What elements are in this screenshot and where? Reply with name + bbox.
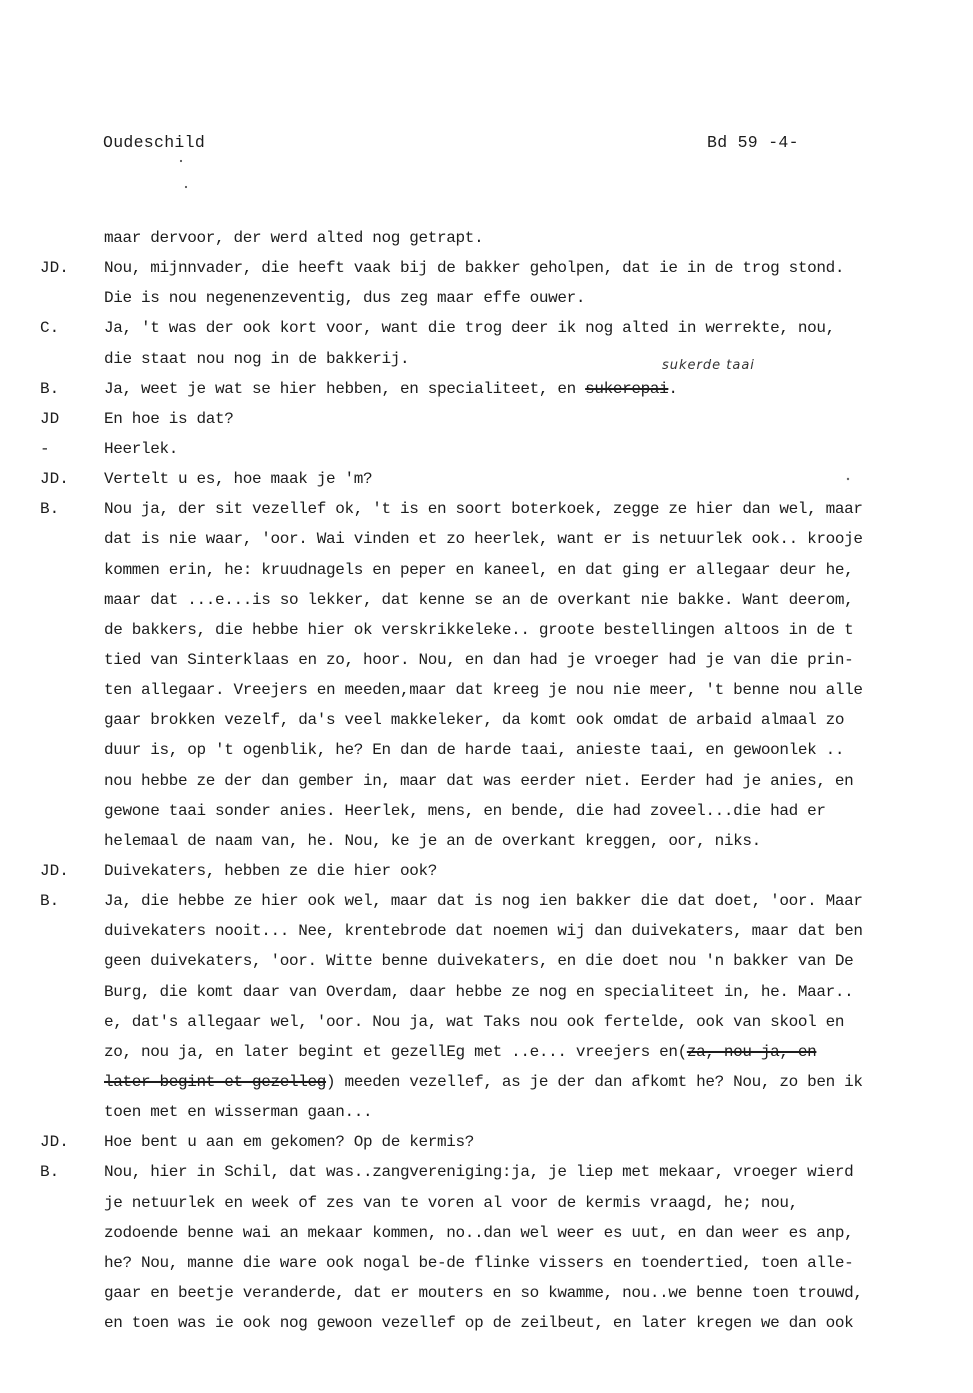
line-text [104,856,437,886]
line-text-main: nou hebbe ze der dan gember in, maar dat was eerder niet. Eerder had je anies, en [104,771,854,790]
scan-speck [180,160,182,162]
line-text-after: ) meeden vezellef, as je der dan afkomt he? Nou, zo ben ik [326,1072,863,1091]
transcript-line [0,585,973,615]
line-text [104,1127,474,1157]
line-text [104,1067,863,1097]
line-text [104,223,483,253]
transcript-line [0,464,973,494]
line-text-main: gaar en beetje veranderde, dat er mouters en so kwamme, nou..we benne toen trouwd, [104,1283,863,1302]
line-text-main: toen met en wisserman gaan... [104,1103,373,1122]
line-text [104,253,844,283]
line-text-main: maar dervoor, der werd alted nog getrapt. [104,229,484,247]
transcript-line [0,434,973,464]
line-text [104,555,853,585]
speaker-label: JD. [40,470,69,489]
line-text [104,1007,844,1037]
line-text-main: gaar brokken vezelf, da's veel makkeleker, da komt ook omdat de arbaid almaal zo [104,711,845,730]
line-text-main: Nou ja, der sit vezellef ok, 't is en soort boterkoek, zegge ze hier dan wel, maar [104,500,863,519]
line-text [104,946,853,976]
speaker-label: B. [40,1163,60,1182]
handwritten-correction: sukerde taai [662,357,755,373]
transcript-line [0,1188,973,1218]
transcript-line [0,223,973,253]
speaker-label: C. [40,319,60,338]
speaker-label: JD [40,409,60,428]
line-text [104,434,178,464]
line-text [104,313,835,343]
transcript-line [0,1037,973,1067]
transcript-line [0,856,973,886]
line-text [104,1218,853,1248]
line-text-after: . [668,379,678,398]
line-text-main: En hoe is dat? [104,409,234,428]
transcript-line [0,404,973,434]
line-text-main: Hoe bent u aan em gekomen? Op de kermis? [104,1133,475,1152]
transcript-body [0,223,973,1338]
transcript-line [0,283,973,313]
speaker-label: B. [40,892,60,911]
line-text-main: de bakkers, die hebbe hier ok verskrikkeleke.. groote bestellingen altoos in de t [104,620,854,639]
transcript-line [0,1308,973,1338]
transcript-line [0,705,973,735]
line-text [104,464,372,494]
line-text-main: Vertelt u es, hoe maak je 'm? [104,470,373,489]
line-text [104,645,853,675]
line-text [104,1248,853,1278]
line-text-main: Die is nou negenenzeventig, dus zeg maar effe ouwer. [104,289,586,308]
transcript-line [0,766,973,796]
line-text [104,283,585,313]
line-text [104,615,853,645]
line-text-main: dat is nie waar, 'oor. Wai vinden et zo heerlek, want er is netuurlek ook.. krooje [104,530,863,549]
scan-speck [185,186,187,188]
speaker-label: B. [40,379,60,398]
line-text-main: ten allegaar. Vreejers en meeden,maar dat kreeg je nou nie meer, 't benne nou alle [104,681,863,700]
speaker-label: - [40,439,50,458]
line-text-main: die staat nou nog in de bakkerij. [104,349,410,368]
transcript-line [0,1007,973,1037]
line-text [104,735,844,765]
transcript-line [0,1097,973,1127]
line-text-main: en toen was ie ook nog gewoon vezellef op de zeilbeut, en later kregen we dan ook [104,1314,854,1333]
transcript-line [0,946,973,976]
line-text [104,344,409,374]
line-text [104,916,863,946]
line-text-main: zo, nou ja, en later begint et gezellEg met ..e... vreejers en( [104,1042,687,1061]
line-text-main: helemaal de naam van, he. Nou, ke je an de overkant kreggen, oor, niks. [104,831,761,850]
line-text-main: geen duivekaters, 'oor. Witte benne duivekaters, en die doet nou 'n bakker van De [104,952,854,971]
line-text-main: Ja, die hebbe ze hier ook wel, maar dat is nog ien bakker die dat doet, 'oor. Maar [104,892,863,911]
speaker-label: JD. [40,861,69,880]
line-text-main: e, dat's allegaar wel, 'oor. Nou ja, wat Taks nou ook fertelde, ook van skool en [104,1012,845,1031]
transcript-line [0,615,973,645]
transcript-line [0,675,973,705]
line-text [104,494,863,524]
transcript-line [0,524,973,554]
transcript-line [0,826,973,856]
transcript-line [0,253,973,283]
transcript-line [0,645,973,675]
line-text [104,524,863,554]
line-text-main: Burg, die komt daar van Overdam, daar hebbe ze nog en specialiteet in, he. Maar.. [104,982,854,1001]
transcript-line [0,1248,973,1278]
line-text [104,796,826,826]
line-text [104,1037,816,1067]
transcript-line [0,494,973,524]
line-text-main: je netuurlek en week of zes van te voren al voor de kermis vraagd, he; nou, [104,1193,798,1212]
speaker-label: JD. [40,1133,69,1152]
transcript-line [0,1218,973,1248]
header-reference: Bd 59 -4- [707,133,799,152]
line-text-main: gewone taai sonder anies. Heerlek, mens, en bende, die had zoveel...die had er [104,801,826,820]
line-text-main: Ja, weet je wat se hier hebben, en specialiteet, en [104,379,586,398]
line-text-main: maar dat ...e...is so lekker, dat kenne se an de overkant nie bakke. Want deerom, [104,590,854,609]
line-text [104,1278,863,1308]
transcript-line [0,1067,973,1097]
transcript-line [0,555,973,585]
line-text [104,977,853,1007]
transcript-line [0,1157,973,1187]
transcript-line [0,313,973,343]
line-text-main: Duivekaters, hebben ze die hier ook? [104,861,438,880]
line-text-main: tied van Sinterklaas en zo, hoor. Nou, en dan had je vroeger had je van die prin- [104,650,854,669]
line-text-main: duivekaters nooit... Nee, krentebrode dat noemen wij dan duivekaters, maar dat ben [104,922,863,941]
line-text-main: zodoende benne wai an mekaar kommen, no..dan wel weer es uut, en dan weer es anp, [104,1223,854,1242]
header-location: Oudeschild [103,133,206,152]
line-text [104,826,761,856]
transcript-line [0,1278,973,1308]
line-text [104,585,853,615]
line-text-main: duur is, op 't ogenblik, he? En dan de harde taai, anieste taai, en gewoonlek .. [104,741,845,760]
line-text [104,886,863,916]
line-text-main: he? Nou, manne die ware ook nogal be-de flinke vissers en toendertied, toen alle- [104,1253,854,1272]
struck-out-text: za, nou ja, en [686,1042,817,1061]
line-text-main: kommen erin, he: kruudnagels en peper en kaneel, en dat ging er allegaar deur he, [104,560,854,579]
transcript-line [0,796,973,826]
line-text-main: Nou, mijnnvader, die heeft vaak bij de bakker geholpen, dat ie in de trog stond. [104,259,845,278]
speaker-label: B. [40,500,60,519]
line-text [104,675,863,705]
line-text-main: Heerlek. [104,439,179,458]
speaker-label: JD. [40,259,69,278]
line-text [104,374,678,404]
line-text [104,1188,798,1218]
line-text [104,1308,853,1338]
transcript-line [0,1127,973,1157]
line-text-main: Nou, hier in Schil, dat was..zangvereniging:ja, je liep met mekaar, vroeger wierd [104,1163,854,1182]
line-text [104,705,844,735]
line-text [104,1097,372,1127]
line-text [104,766,853,796]
transcript-line [0,344,973,374]
struck-out-text: sukerepai [585,379,669,398]
line-text [104,1157,853,1187]
transcript-line [0,977,973,1007]
line-text-main: Ja, 't was der ook kort voor, want die trog deer ik nog alted in werrekte, nou, [104,319,835,338]
struck-out-text: later begint et gezelleg [104,1072,327,1091]
transcript-line [0,886,973,916]
transcript-line [0,735,973,765]
transcript-line [0,916,973,946]
line-text [104,404,234,434]
